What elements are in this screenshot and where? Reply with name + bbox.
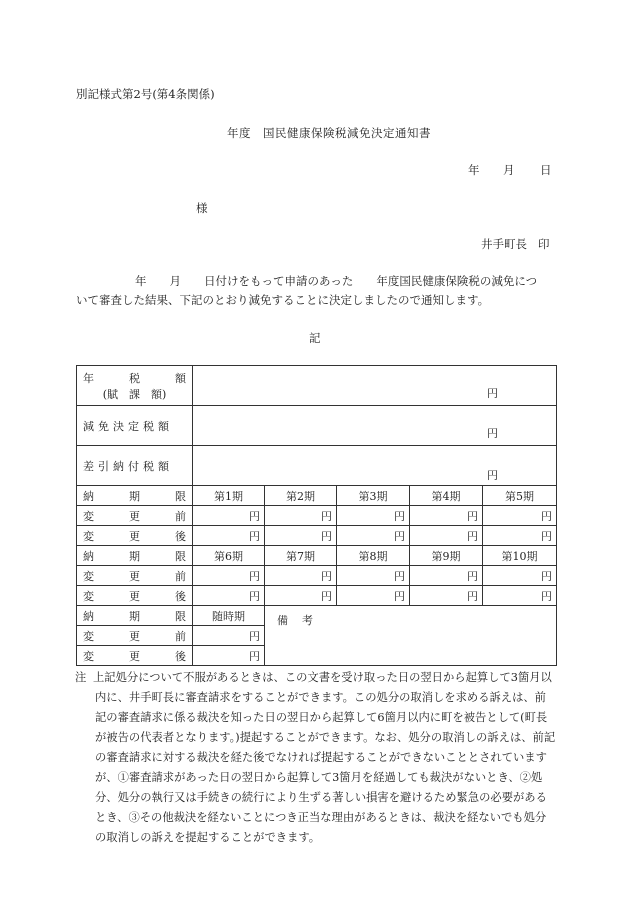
tax-amount-value (193, 366, 557, 406)
yen-unit: 円 (487, 387, 498, 400)
yen-cell: 円 (265, 586, 337, 606)
due-label: 納 期 限 (77, 546, 193, 566)
period-cell: 第1期 (193, 486, 265, 506)
reduction-row (77, 406, 557, 446)
before-row-b (77, 566, 557, 586)
assessment-label: (賦 課 額) (102, 387, 167, 401)
issuer-name: 井手町長 (481, 237, 527, 251)
yen-cell: 円 (410, 506, 483, 526)
ki-label: 記 (309, 331, 321, 345)
period-cell: 第8期 (337, 546, 410, 566)
net-payable-value (193, 446, 557, 486)
after-label: 変 更 後 (77, 526, 193, 546)
note-body: 上記処分について不服があるときは、この文書を受け取った日の翌日から起算して3箇月以内に、井手町長に審査請求をすることができます。この処分の取消しを求める訴えは、前記の審査請求に係る裁決を知った日の翌日から起算して6箇月以内に町を被告として(町長が被告の代表者となります。)提起することができます。なお、処分の取消しの訴えは、前記の審査請求に対する裁決を経た後でなければ提起することができないこととされていますが、①審査請求があった日の翌日から起算して3箇月を経過しても裁決がないとき、②処分、処分の執行又は手続きの続行により生ずる著しい損害を避けるため緊急の必要があるとき、③その他裁決を経ないことにつき正当な理由があるときは、裁決を経ないでも処分の取消しの訴えを提起することができます。 (93, 671, 556, 844)
due-label: 納 期 限 (77, 606, 193, 626)
yen-cell: 円 (193, 566, 265, 586)
yen-cell: 円 (337, 506, 410, 526)
due-row-c (77, 606, 557, 626)
body-text-line-2: いて審査した結果、下記のとおり減免することに決定しましたので通知します。 (76, 293, 490, 307)
yen-cell: 円 (483, 566, 557, 586)
remarks-label: 備考 (277, 614, 327, 627)
date-day: 日 (540, 163, 552, 177)
net-payable-label: 差引納付税額 (77, 446, 193, 486)
yen-cell: 円 (265, 506, 337, 526)
period-cell: 随時期 (193, 606, 265, 626)
date-year: 年 (468, 163, 480, 177)
tax-reduction-table (76, 365, 557, 666)
form-label: 別記様式第2号(第4条関係) (76, 87, 215, 101)
yen-unit: 円 (487, 469, 498, 482)
period-cell: 第9期 (410, 546, 483, 566)
label-char: 年 (83, 371, 94, 385)
due-row-a (77, 486, 557, 506)
period-cell: 第5期 (483, 486, 557, 506)
period-cell: 第10期 (483, 546, 557, 566)
yen-cell: 円 (193, 506, 265, 526)
body-text-line-1: 年 月 日付けをもって申請のあった 年度国民健康保険税の減免につ (135, 274, 538, 288)
yen-cell: 円 (265, 526, 337, 546)
reduction-label: 減免決定税額 (77, 406, 193, 446)
before-label: 変 更 前 (77, 566, 193, 586)
yen-cell: 円 (410, 586, 483, 606)
yen-cell: 円 (193, 646, 265, 666)
date-month: 月 (503, 163, 515, 177)
yen-cell: 円 (337, 526, 410, 546)
before-label: 変 更 前 (77, 506, 193, 526)
yen-cell: 円 (337, 586, 410, 606)
addressee-suffix: 様 (196, 201, 208, 215)
tax-amount-label (77, 366, 193, 406)
due-row-b (77, 546, 557, 566)
after-row-b (77, 586, 557, 606)
remarks-cell (265, 606, 557, 666)
before-row-a (77, 506, 557, 526)
yen-cell: 円 (337, 566, 410, 586)
appeal-note (75, 668, 557, 848)
after-label: 変 更 後 (77, 586, 193, 606)
yen-cell: 円 (483, 526, 557, 546)
document-title: 年度 国民健康保険税減免決定通知書 (227, 126, 431, 140)
yen-unit: 円 (487, 427, 498, 440)
yen-cell: 円 (193, 586, 265, 606)
before-label: 変 更 前 (77, 626, 193, 646)
after-row-a (77, 526, 557, 546)
period-cell: 第4期 (410, 486, 483, 506)
label-char: 額 (175, 371, 186, 385)
yen-cell: 円 (410, 566, 483, 586)
note-head: 注 (75, 671, 87, 684)
yen-cell: 円 (483, 506, 557, 526)
due-label: 納 期 限 (77, 486, 193, 506)
yen-cell: 円 (483, 586, 557, 606)
yen-cell: 円 (193, 526, 265, 546)
reduction-value (193, 406, 557, 446)
period-cell: 第6期 (193, 546, 265, 566)
net-payable-row (77, 446, 557, 486)
tax-amount-row (77, 366, 557, 406)
after-label: 変 更 後 (77, 646, 193, 666)
yen-cell: 円 (410, 526, 483, 546)
label-char: 税 (129, 371, 140, 385)
period-cell: 第7期 (265, 546, 337, 566)
yen-cell: 円 (265, 566, 337, 586)
period-cell: 第3期 (337, 486, 410, 506)
yen-cell: 円 (193, 626, 265, 646)
seal-mark: 印 (538, 237, 550, 251)
period-cell: 第2期 (265, 486, 337, 506)
